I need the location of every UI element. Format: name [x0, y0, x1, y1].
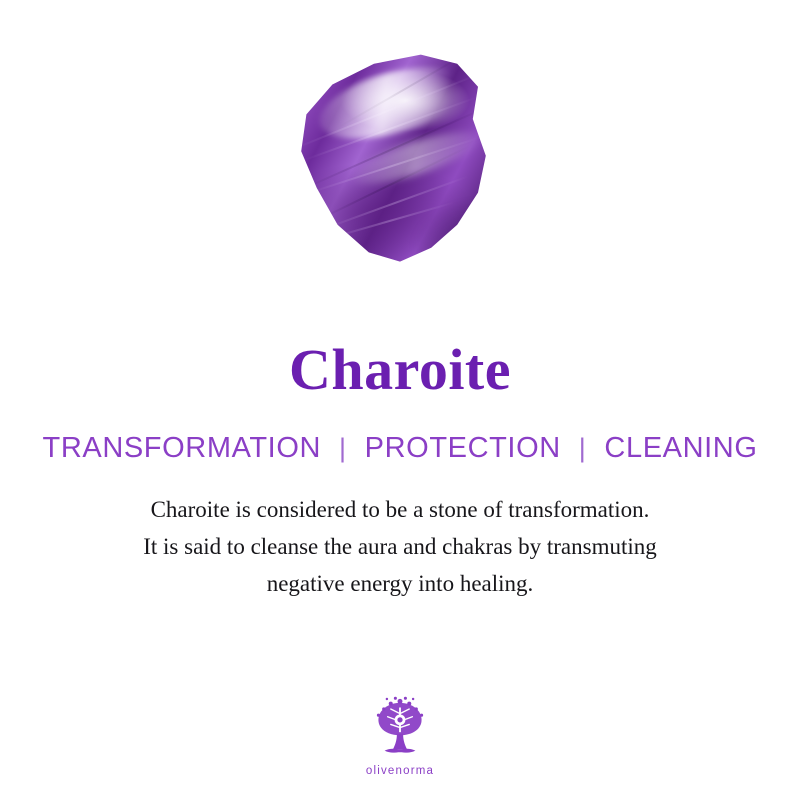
keyword-separator: | [578, 432, 587, 463]
page-title: Charoite [288, 337, 511, 402]
keyword-protection: PROTECTION [364, 431, 561, 464]
brand-logo [335, 689, 465, 777]
description-line: negative energy into healing. [266, 571, 534, 597]
keyword-separator: | [339, 432, 347, 463]
tree-of-life-icon [361, 689, 439, 763]
description-line: Charoite is considered to be a stone of transformation. [150, 496, 650, 522]
keyword-cleaning: CLEANING [604, 431, 758, 464]
description-text [40, 491, 760, 603]
keyword-transformation: TRANSFORMATION [42, 431, 322, 464]
stone-wrapper [270, 50, 530, 280]
charoite-stone-image [270, 50, 530, 280]
stone-shadow [410, 197, 514, 266]
stone-image-area [0, 0, 800, 320]
keyword-list [43, 432, 758, 465]
brand-name: olivenorma [365, 765, 435, 777]
description-line: It is said to cleanse the aura and chakras by transmuting [143, 534, 657, 560]
